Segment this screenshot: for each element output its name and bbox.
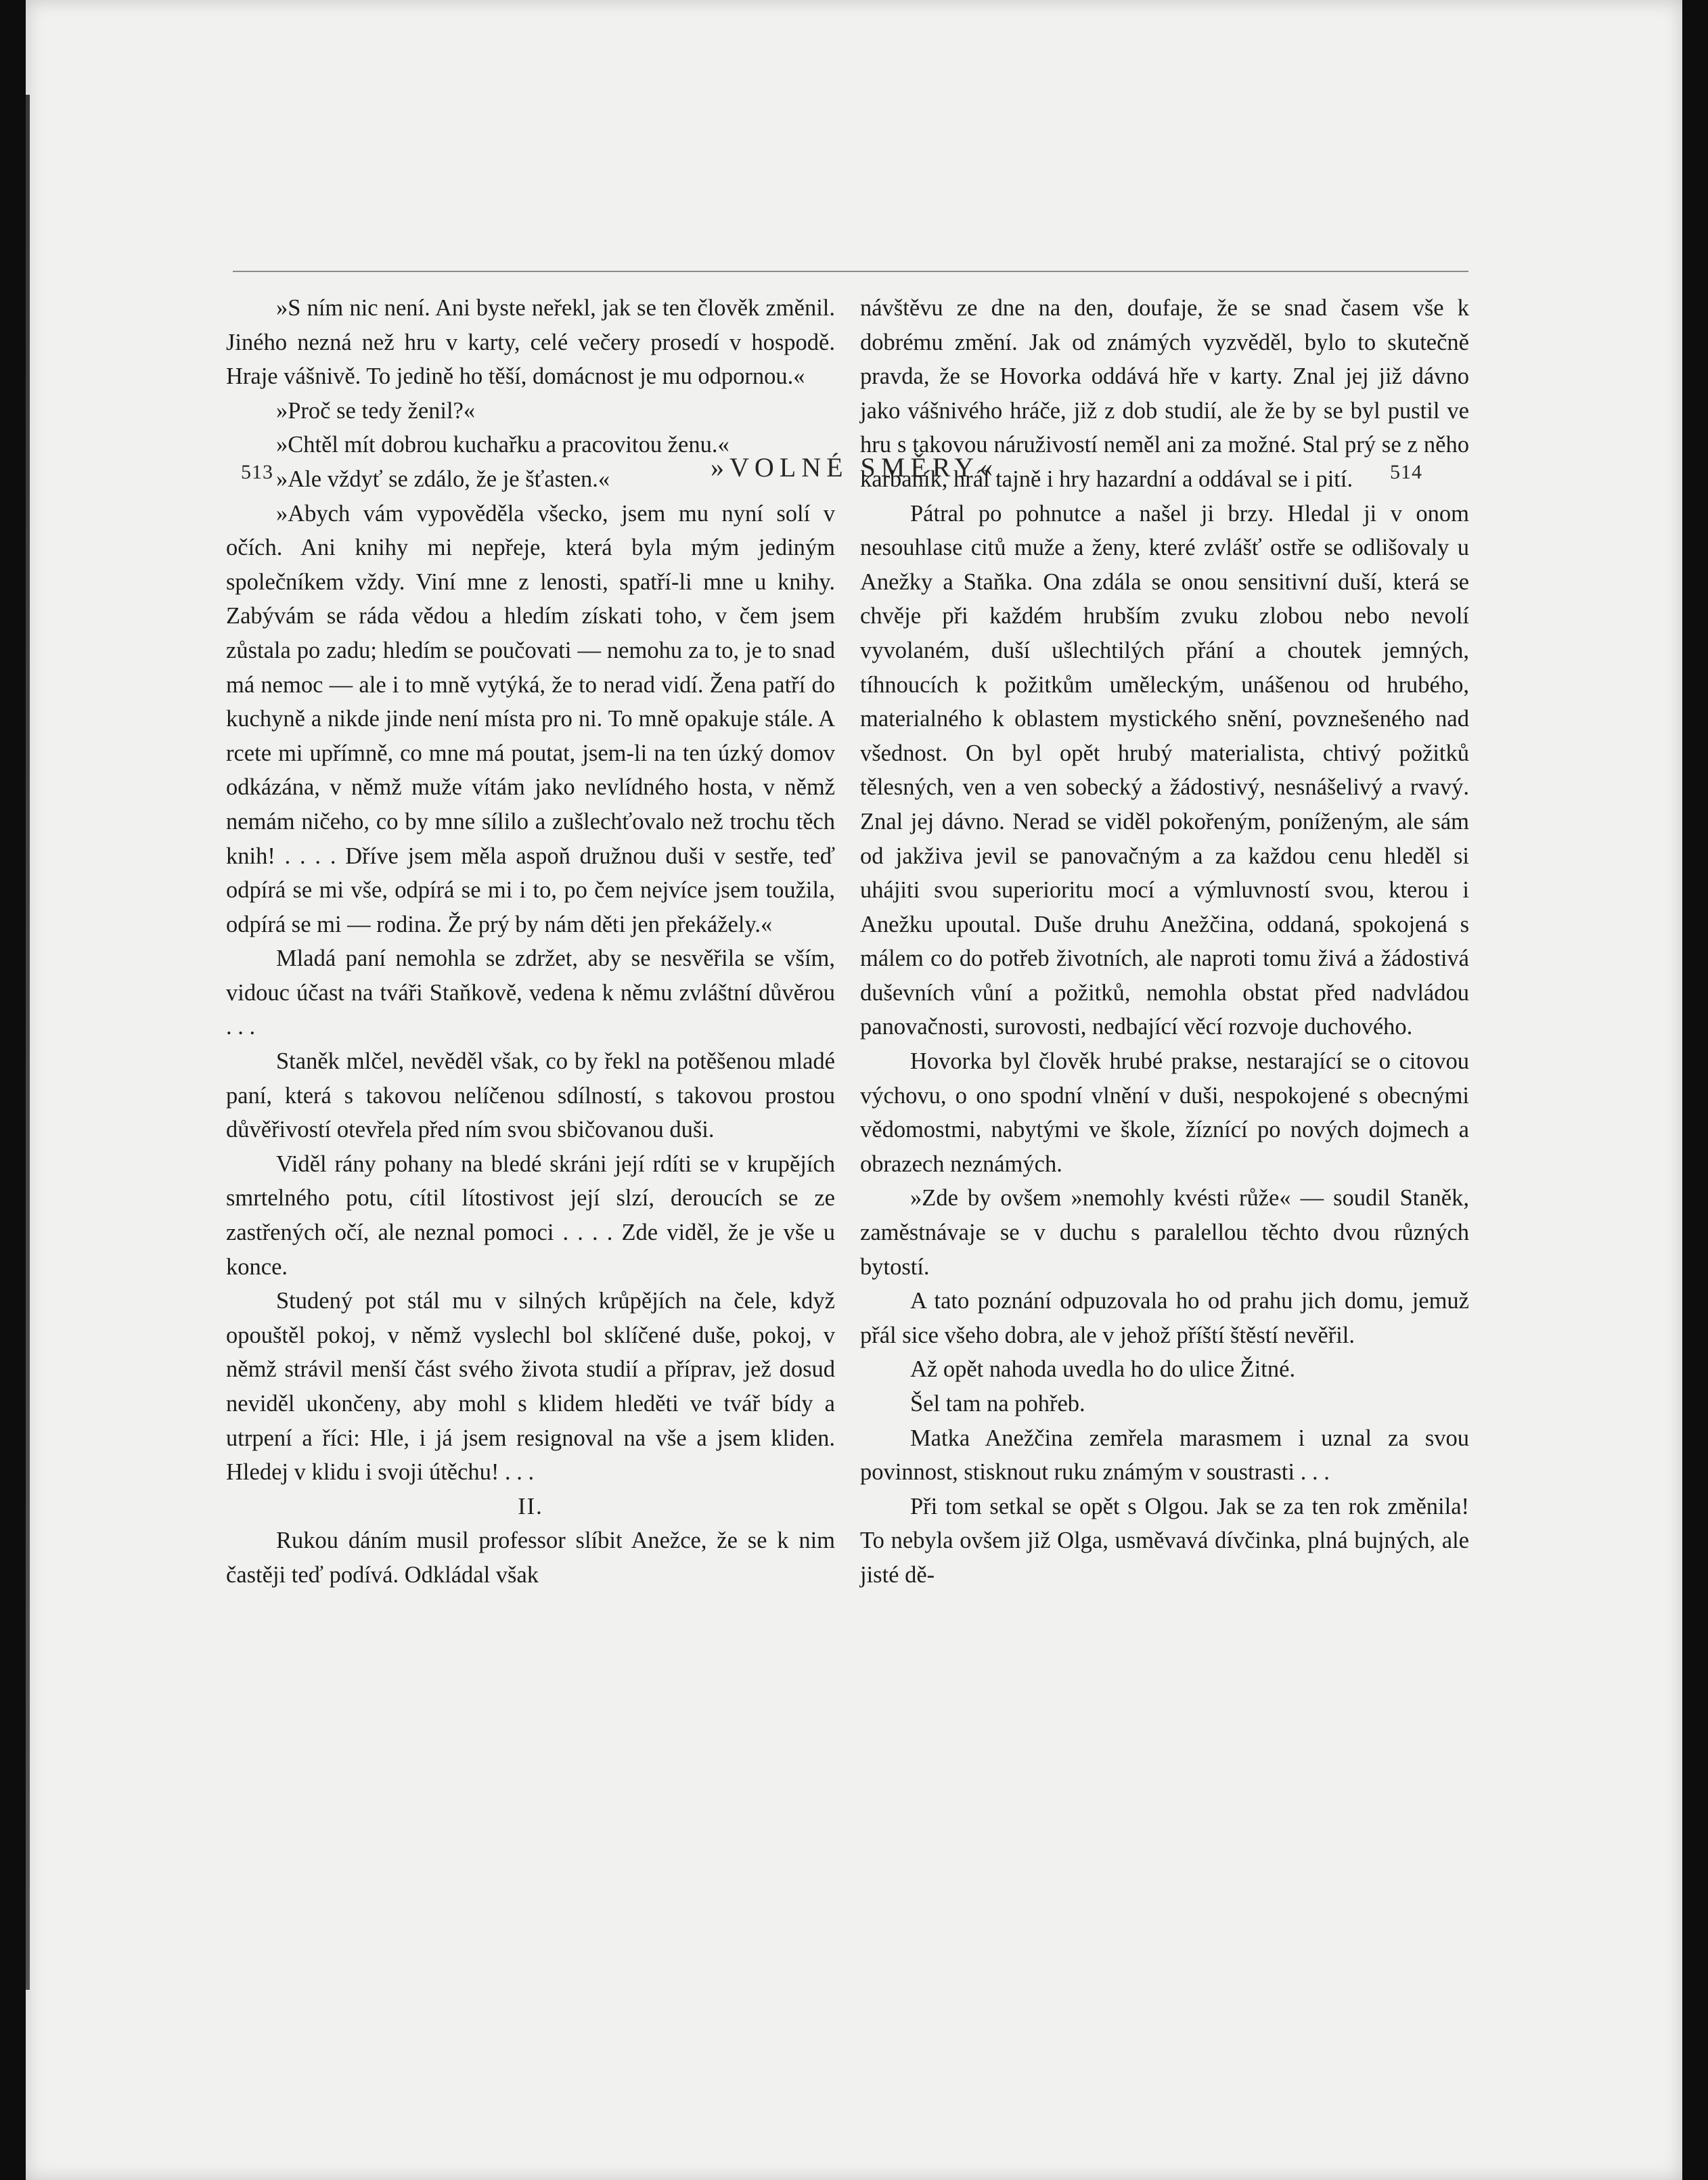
paragraph: »Proč se tedy ženil?« xyxy=(276,397,476,424)
paragraph: »Chtěl mít dobrou kuchařku a pracovitou ženu.« xyxy=(276,432,729,458)
binding-edge xyxy=(26,95,30,1990)
paragraph: Staněk mlčel, nevěděl však, co by řekl na potěšenou mladé paní, která s takovou nelíčenou sdílností, s takovou prostou důvěřivostí otevřela před ním svou sbičovanou duši. xyxy=(226,1048,835,1143)
paragraph: Viděl rány pohany na bledé skráni její rdíti se v krupějích smrtelného potu, cítil lítostivost její slzí, deroucích se ze zastřených očí, ale neznal pomoci . . . . Zde viděl, že je vše u konce. xyxy=(226,1151,835,1280)
section-number: II. xyxy=(518,1493,543,1519)
header-rule xyxy=(233,271,1468,272)
paragraph: »Zde by ovšem »nemohly kvésti růže« — soudil Staněk, zaměstnávaje se v duchu s paralellou těchto dvou různých bytostí. xyxy=(860,1185,1469,1280)
left-column xyxy=(226,291,835,1593)
paragraph: Matka Anežčina zemřela marasmem i uznal za svou povinnost, stisknout ruku známým v soustrasti . . . xyxy=(860,1425,1469,1486)
right-column xyxy=(860,291,1469,1593)
paragraph: Hovorka byl člověk hrubé prakse, nestarající se o citovou výchovu, o ono spodní vlnění v duši, nespokojené s obecnými vědomostmi, nabytými ve škole, žíznící po nových dojmech a obrazech neznámých. xyxy=(860,1048,1469,1177)
paragraph: návštěvu ze dne na den, doufaje, že se snad časem vše k dobrému změní. Jak od známých vyzvěděl, bylo to skutečně pravda, že se Hovorka oddává hře v karty. Znal jej již dávno jako vášnivého hráče, již z dob studií, ale že by se byl pustil ve hru s takovou náruživostí neměl ani za možné. Stal prý se z něho karbaník, hrál tajně i hry hazardní a oddával se i pití. xyxy=(860,295,1469,492)
paragraph: »Abych vám vypověděla všecko, jsem mu nyní solí v očích. Ani knihy mi nepřeje, která byla mým jediným společníkem vždy. Viní mne z lenosti, spatří-li mne u knihy. Zabývám se ráda vědou a hledím získati toho, v čem jsem zůstala po zadu; hledím se poučovati — nemohu za to, je to snad má nemoc — ale i to mně vytýká, že to nerad vidí. Žena patří do kuchyně a nikde jinde není místa pro ni. To mně opakuje stále. A rcete mi upřímně, co mne má poutat, jsem-li na ten úzký domov odkázána, v němž muže vítám jako nevlídného hosta, v němž nemám ničeho, co by mne sílilo a zušlechťovalo než trochu těch knih! . . . . Dříve jsem měla aspoň družnou duši v sestře, teď odpírá se mi vše, odpírá se mi i to, po čem nejvíce jsem toužila, odpírá se mi — rodina. Že prý by nám děti jen překážely.« xyxy=(226,500,835,937)
paragraph: Až opět nahoda uvedla ho do ulice Žitné. xyxy=(910,1356,1296,1383)
paragraph: »Ale vždyť se zdálo, že je šťasten.« xyxy=(276,466,610,492)
paragraph: Mladá paní nemohla se zdržet, aby se nesvěřila se vším, vidouc účast na tváři Staňkově, vedena k němu zvláštní důvěrou . . . xyxy=(226,946,835,1040)
paragraph: Pátral po pohnutce a našel ji brzy. Hledal ji v onom nesouhlase citů muže a ženy, které zvlášť ostře se odlišovaly u Anežky a Staňka. Ona zdála se onou sensitivní duší, která se chvěje při každém hrubším zvuku zlobou nebo nevolí vyvolaném, duší ušlechtilých přání a choutek jemných, tíhnoucích k požitkům uměleckým, unášenou od hrubého, materialného k oblastem mystického snění, povznešeného nad všednost. On byl opět hrubý materialista, chtivý požitků tělesných, ven a ven sobecký a žádostivý, nesnášelivý a rvavý. Znal jej dávno. Nerad se viděl pokořeným, poníženým, ale sám od jakživa jevil se panovačným a za každou cenu hleděl si uhájiti svou superioritu mocí a výmluvností svou, kterou i Anežku upoutal. Duše druhu Anežčina, oddaná, spokojená s málem co do potřeb životních, ale naproti tomu živá a žádostivá duševních vůní a požitků, nemohla obstat před nadvládou panovačnosti, surovosti, nedbající věcí rozvoje duchového. xyxy=(860,500,1469,1040)
paragraph: »S ním nic není. Ani byste neřekl, jak se ten člověk změnil. Jiného nezná než hru v karty, celé večery prosedí v hospodě. Hraje vášnivě. To jedině ho těší, domácnost je mu odpornou.« xyxy=(226,295,835,390)
paragraph: Studený pot stál mu v silných krůpějích na čele, když opouštěl pokoj, v němž vyslechl bol sklíčené duše, pokoj, v němž strávil menší část svého života studií a příprav, jež dosud neviděl ukončeny, aby mohl s klidem hleděti ve tvář bídy a utrpení a říci: Hle, i já jsem resignoval na vše a jsem kliden. Hledej v klidu i svoji útěchu! . . . xyxy=(226,1288,835,1486)
paragraph: Při tom setkal se opět s Olgou. Jak se za ten rok změnila! To nebyla ovšem již Olga, usměvavá dívčinka, plná bujných, ale jisté dě- xyxy=(860,1493,1469,1588)
scanned-page xyxy=(26,0,1682,2180)
page-number-left: 513 xyxy=(241,461,273,483)
paragraph: Rukou dáním musil professor slíbit Anežce, že se k nim častěji teď podívá. Odkládal však xyxy=(226,1528,835,1588)
paragraph: A tato poznání odpuzovala ho od prahu jich domu, jemuž přál sice všeho dobra, ale v jehož příští štěstí nevěřil. xyxy=(860,1288,1469,1348)
journal-title: »VOLNÉ SMĚRY« xyxy=(711,452,999,483)
paragraph: Šel tam na pohřeb. xyxy=(910,1391,1085,1417)
page-number-right: 514 xyxy=(1390,461,1422,483)
